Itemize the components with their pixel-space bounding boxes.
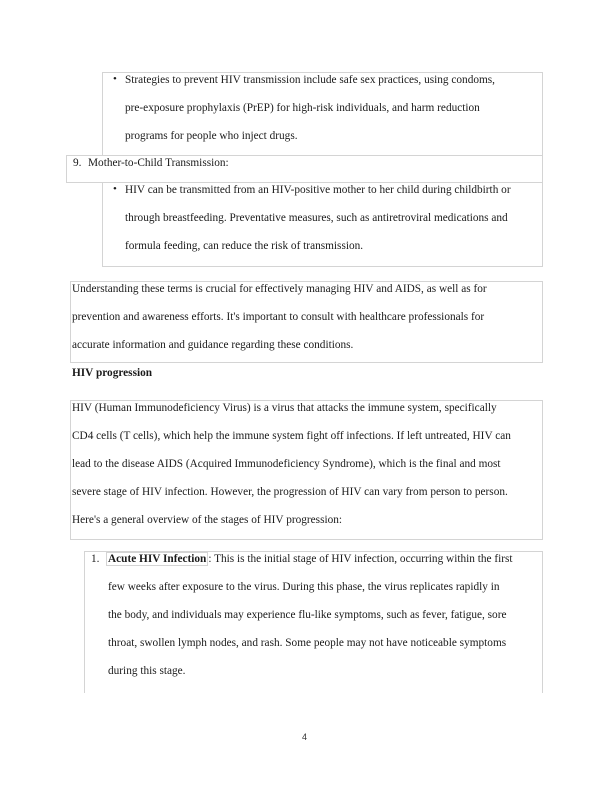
intro-line-4: severe stage of HIV infection. However, the progression of HIV can vary from person to person.: [72, 486, 508, 498]
stage-1-number: 1.: [91, 553, 100, 565]
mtct-line-1: HIV can be transmitted from an HIV-positive mother to her child during childbirth or: [125, 184, 511, 196]
prevention-line-1: Strategies to prevent HIV transmission include safe sex practices, using condoms,: [125, 74, 495, 86]
stage-1-line-2: few weeks after exposure to the virus. During this phase, the virus replicates rapidly in: [108, 581, 500, 593]
stage-1-line-4: throat, swollen lymph nodes, and rash. Some people may not have noticeable symptoms: [108, 637, 507, 649]
mtct-line-2: through breastfeeding. Preventative measures, such as antiretroviral medications and: [125, 212, 508, 224]
intro-line-1: HIV (Human Immunodeficiency Virus) is a virus that attacks the immune system, specifically: [72, 402, 497, 414]
summary-line-1: Understanding these terms is crucial for effectively managing HIV and AIDS, as well as for: [72, 283, 487, 295]
page-number: 4: [302, 732, 308, 742]
bullet-icon: •: [113, 73, 117, 85]
stage-1-title: Acute HIV Infection: [108, 553, 207, 565]
item9-number: 9.: [73, 157, 82, 169]
summary-line-3: accurate information and guidance regarding these conditions.: [72, 339, 354, 351]
summary-line-2: prevention and awareness efforts. It's important to consult with healthcare professionals for: [72, 311, 485, 323]
prevention-line-2: pre-exposure prophylaxis (PrEP) for high-risk individuals, and harm reduction: [125, 102, 480, 114]
stage-1-first-line-rest: : This is the initial stage of HIV infection, occurring within the first: [208, 553, 513, 565]
intro-line-2: CD4 cells (T cells), which help the immune system fight off infections. If left untreated, HIV can: [72, 430, 511, 442]
mtct-line-3: formula feeding, can reduce the risk of transmission.: [125, 240, 364, 252]
item9-label: Mother-to-Child Transmission:: [88, 157, 229, 169]
section-heading: HIV progression: [72, 367, 153, 379]
intro-line-3: lead to the disease AIDS (Acquired Immunodeficiency Syndrome), which is the final and most: [72, 458, 501, 470]
intro-line-5: Here's a general overview of the stages of HIV progression:: [72, 514, 343, 526]
prevention-line-3: programs for people who inject drugs.: [125, 130, 298, 142]
stage-1-first-line: [108, 552, 513, 566]
bullet-icon: •: [113, 183, 117, 195]
stage-1-line-5: during this stage.: [108, 665, 186, 677]
stage-1-line-3: the body, and individuals may experience flu-like symptoms, such as fever, fatigue, sore: [108, 609, 507, 621]
